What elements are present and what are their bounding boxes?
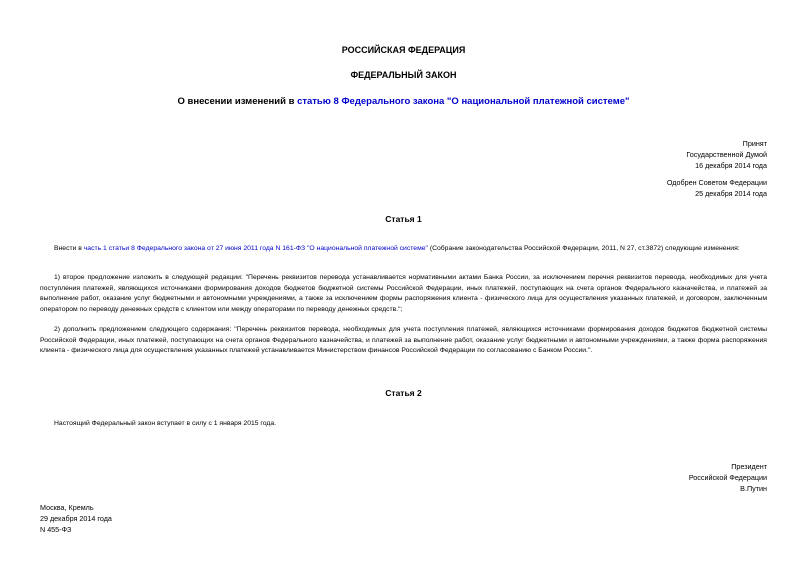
place-date: 29 декабря 2014 года	[40, 514, 112, 523]
law-number: N 455-ФЗ	[40, 525, 72, 534]
adoption-duma	[686, 138, 767, 171]
article-1-item-1: 1) второе предложение изложить в следующей редакции: "Перечень реквизитов перевода устанавливается нормативными актами Банка России, за исключением перечня реквизитов перевода, необходимых для учета поступления платежей, являющихся источниками формирования доходов бюджетов бюджетной системы Российской Федерации, иных платежей, поступающих на счета органов Федерального казначейства, и платежей за выполнение работ, оказание услуг бюджетными и автономными учреждениями, а также за исключением формы распоряжения клиента - физического лица для осуществления указанных платежей, и договором, заключенным оператором по переводу денежных средств с клиентом или между операторами по переводу денежных средств.";	[40, 274, 767, 313]
adoption-line: Государственной Думой	[686, 150, 767, 159]
approval-line: Одобрен Советом Федерации	[666, 178, 767, 187]
article-1-heading: Статья 1	[385, 214, 422, 224]
adoption-date: 16 декабря 2014 года	[695, 161, 767, 170]
place-line: Москва, Кремль	[40, 503, 94, 512]
article-2-heading: Статья 2	[385, 388, 422, 398]
signing-place	[40, 502, 112, 535]
law-title-prefix: О внесении изменений в	[177, 96, 298, 107]
adoption-line: Принят	[742, 139, 767, 148]
signature-line: Президент	[731, 462, 767, 471]
law-title	[0, 96, 807, 107]
doc-type-heading: ФЕДЕРАЛЬНЫЙ ЗАКОН	[350, 70, 457, 80]
intro-law-link[interactable]: часть 1 статьи 8 Федерального закона от 27 июня 2011 года N 161-ФЗ "О национальной платежной системе"	[83, 245, 428, 252]
country-heading: РОССИЙСКАЯ ФЕДЕРАЦИЯ	[341, 45, 466, 55]
article-1-item-2: 2) дополнить предложением следующего содержания: "Перечень реквизитов перевода, необходимых для учета поступления платежей, являющихся источниками формирования доходов бюджетов бюджетной системы Российской Федерации, иных платежей, поступающих на счета органов Федерального казначейства, и платежей за выполнение работ, оказание услуг бюджетными и автономными учреждениями, а также форма распоряжения клиента - физического лица для осуществления указанных платежей устанавливается Министерством финансов Российской Федерации по согласованию с Банком России.".	[40, 326, 767, 354]
article-2-text: Настоящий Федеральный закон вступает в силу с 1 января 2015 года.	[54, 420, 277, 427]
approval-federation-council	[667, 177, 767, 199]
law-title-link[interactable]: статью 8 Федерального закона "О национальной платежной системе"	[297, 96, 630, 107]
article-1-intro	[40, 244, 767, 255]
intro-prefix: Внести в	[54, 245, 84, 252]
signature-line: Российской Федерации	[688, 473, 767, 482]
president-signature	[689, 461, 767, 494]
signature-name: В.Путин	[740, 484, 767, 493]
approval-date: 25 декабря 2014 года	[695, 189, 767, 198]
intro-suffix: (Собрание законодательства Российской Федерации, 2011, N 27, ст.3872) следующие изменения:	[427, 245, 740, 252]
